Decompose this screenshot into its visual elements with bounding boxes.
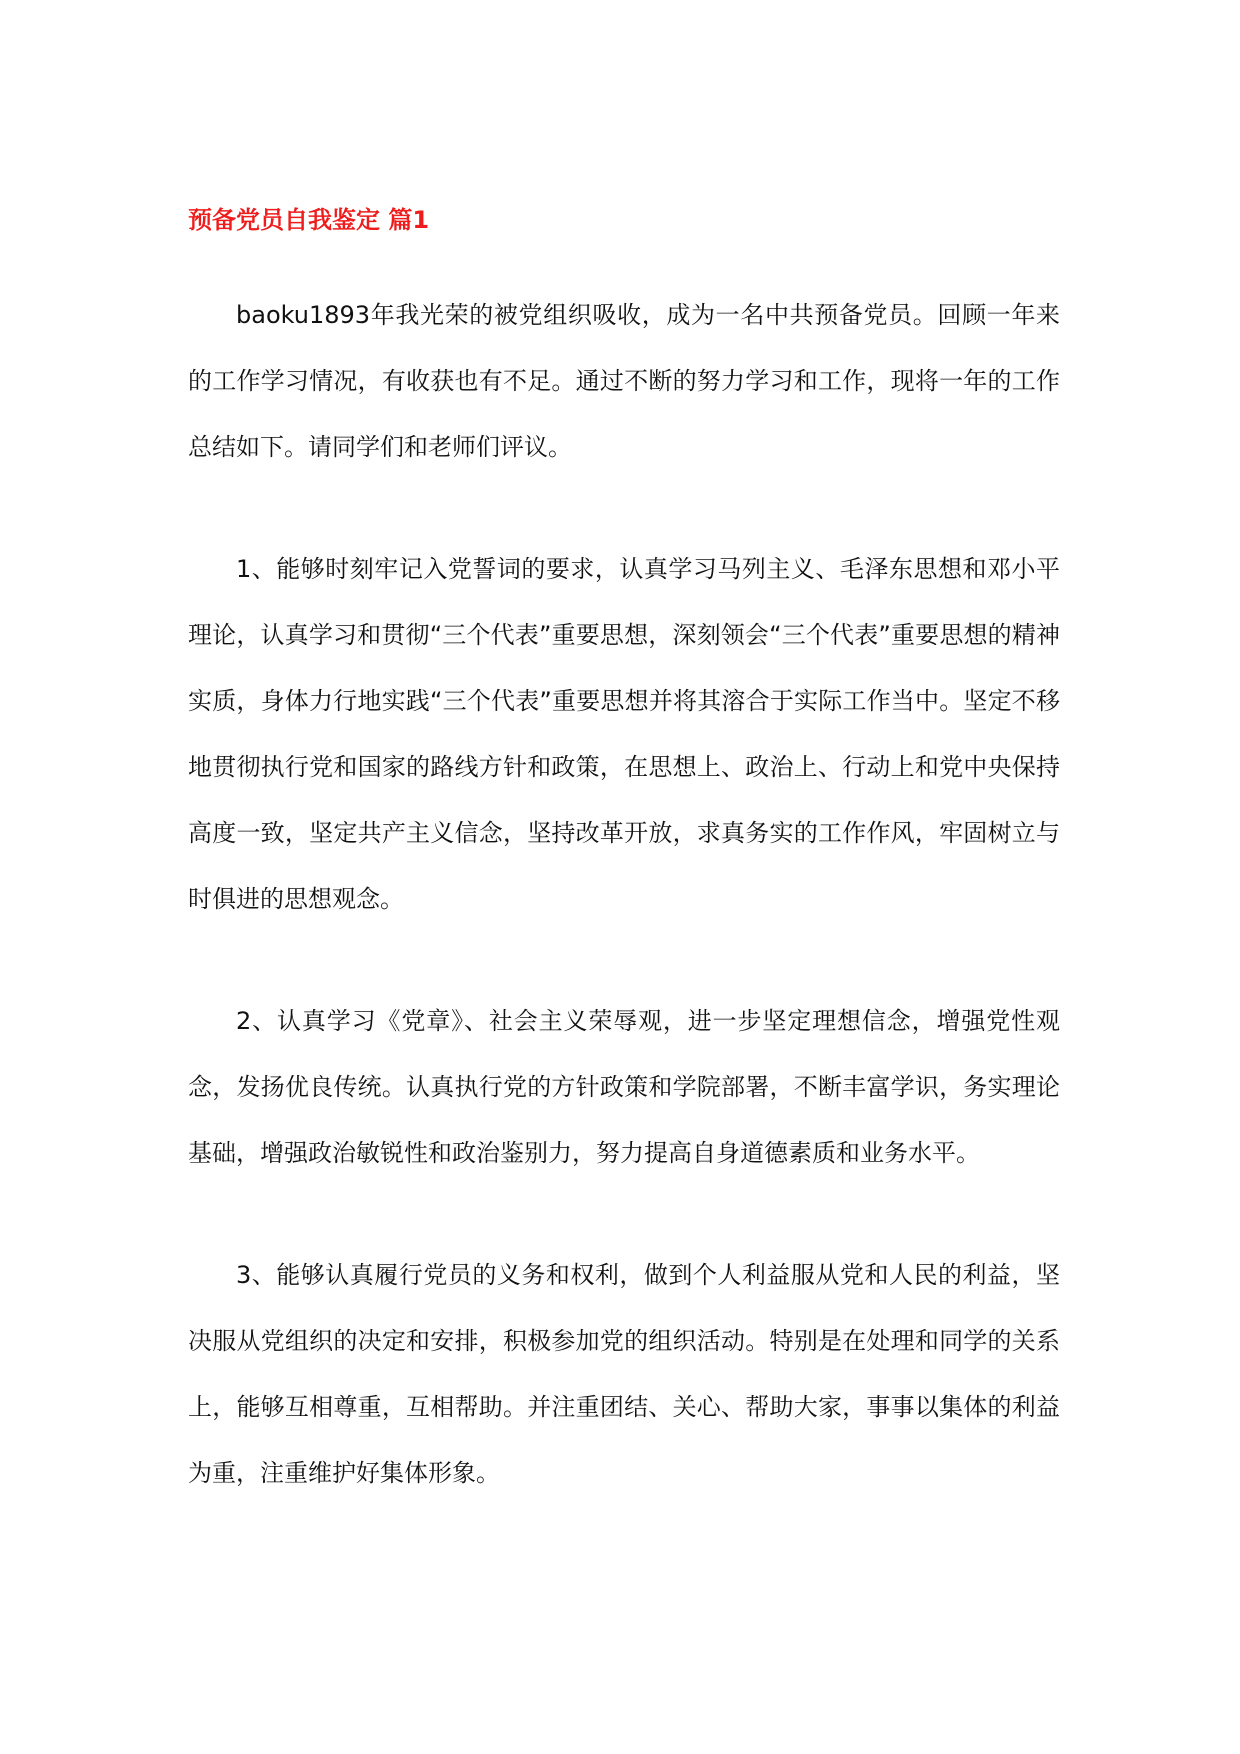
paragraph-intro: baoku1893年我光荣的被党组织吸收，成为一名中共预备党员。回顾一年来的工作学习情况，有收获也有不足。通过不断的努力学习和工作，现将一年的工作总结如下。请同学们和老师们评议。	[188, 301, 1060, 461]
document-body	[188, 282, 1060, 1562]
paragraph-item-3: 3、能够认真履行党员的义务和权利，做到个人利益服从党和人民的利益，坚决服从党组织的决定和安排，积极参加党的组织活动。特别是在处理和同学的关系上，能够互相尊重，互相帮助。并注重团结、关心、帮助大家，事事以集体的利益为重，注重维护好集体形象。	[188, 1261, 1060, 1487]
document-title: 预备党员自我鉴定 篇1	[188, 206, 430, 234]
paragraph-item-1: 1、能够时刻牢记入党誓词的要求，认真学习马列主义、毛泽东思想和邓小平理论，认真学习和贯彻“三个代表”重要思想，深刻领会“三个代表”重要思想的精神实质，身体力行地实践“三个代表”重要思想并将其溶合于实际工作当中。坚定不移地贯彻执行党和国家的路线方针和政策，在思想上、政治上、行动上和党中央保持高度一致，坚定共产主义信念，坚持改革开放，求真务实的工作作风，牢固树立与时俱进的思想观念。	[188, 555, 1060, 913]
paragraph-item-2: 2、认真学习《党章》、社会主义荣辱观，进一步坚定理想信念，增强党性观念，发扬优良传统。认真执行党的方针政策和学院部署，不断丰富学识，务实理论基础，增强政治敏锐性和政治鉴别力，努力提高自身道德素质和业务水平。	[188, 1007, 1060, 1167]
